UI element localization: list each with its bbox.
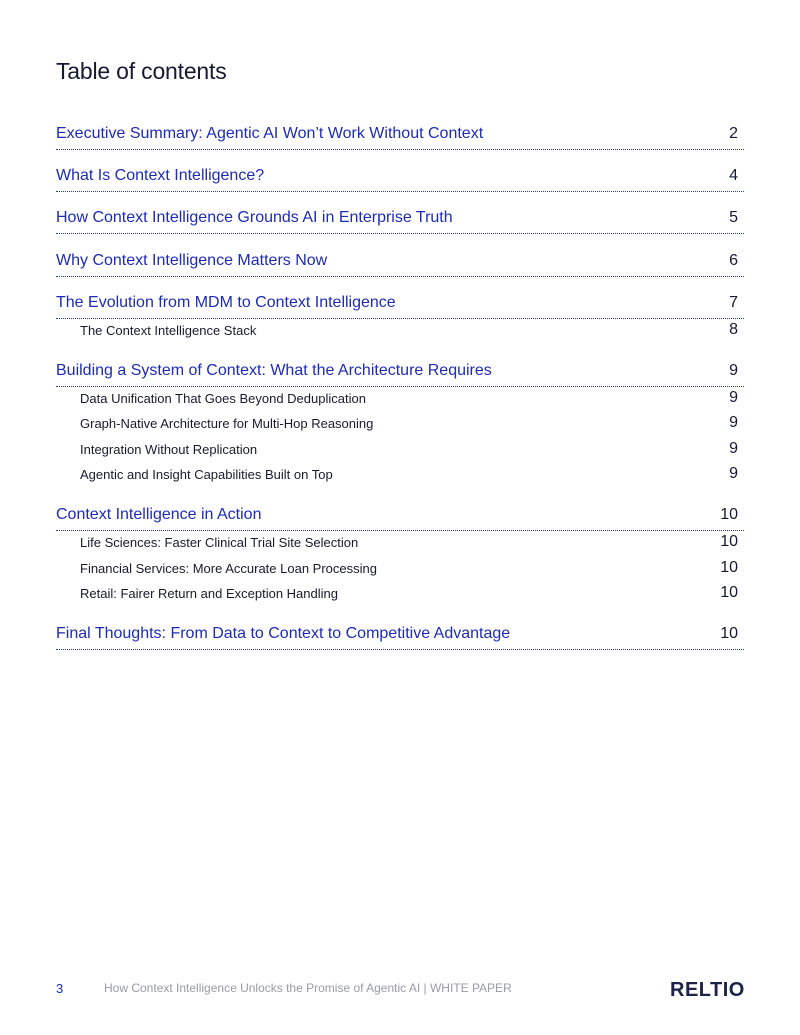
toc-entry-page: 10 bbox=[720, 625, 738, 642]
toc-subentry-agentic-insight[interactable] bbox=[56, 463, 744, 485]
toc-subentry-graph-native[interactable] bbox=[56, 412, 744, 434]
toc-subentry-label: Integration Without Replication bbox=[80, 441, 258, 457]
toc-subentry-retail[interactable] bbox=[56, 582, 744, 604]
toc-entry-page: 9 bbox=[729, 362, 738, 379]
toc-subentry-label: Agentic and Insight Capabilities Built on Top bbox=[80, 466, 333, 482]
toc-entry-evolution-mdm[interactable] bbox=[56, 288, 744, 319]
toc-subentry-life-sciences[interactable] bbox=[56, 531, 744, 553]
toc-entry-page: 5 bbox=[729, 209, 738, 226]
toc-entry-label: The Evolution from MDM to Context Intelligence bbox=[56, 294, 396, 311]
toc-subentry-label: Retail: Fairer Return and Exception Handling bbox=[80, 585, 338, 601]
toc-subentry-label: The Context Intelligence Stack bbox=[80, 322, 257, 338]
toc-subentry-financial-services[interactable] bbox=[56, 557, 744, 579]
toc-subentry-page: 9 bbox=[729, 389, 738, 406]
toc-entry-system-of-context[interactable] bbox=[56, 356, 744, 387]
toc-entry-final-thoughts[interactable] bbox=[56, 619, 744, 650]
toc-subentry-page: 9 bbox=[729, 465, 738, 482]
toc-subentry-page: 9 bbox=[729, 414, 738, 431]
footer-page-number: 3 bbox=[56, 981, 64, 996]
toc-entry-page: 4 bbox=[729, 167, 738, 184]
toc-subentry-page: 10 bbox=[720, 533, 738, 550]
toc-entry-page: 7 bbox=[729, 294, 738, 311]
toc-subentry-page: 10 bbox=[720, 559, 738, 576]
toc-subentry-page: 9 bbox=[729, 440, 738, 457]
toc-subentry-label: Financial Services: More Accurate Loan Processing bbox=[80, 560, 377, 576]
footer-document-title: How Context Intelligence Unlocks the Promise of Agentic AI | WHITE PAPER bbox=[104, 981, 512, 995]
toc-entry-label: Context Intelligence in Action bbox=[56, 506, 262, 523]
toc-subentry-label: Data Unification That Goes Beyond Deduplication bbox=[80, 390, 366, 406]
toc-subentry-label: Graph-Native Architecture for Multi-Hop Reasoning bbox=[80, 415, 374, 431]
toc-subentry-label: Life Sciences: Faster Clinical Trial Site Selection bbox=[80, 534, 359, 550]
toc-entry-label: Building a System of Context: What the Architecture Requires bbox=[56, 362, 492, 379]
toc-entry-label: Why Context Intelligence Matters Now bbox=[56, 252, 328, 269]
page-title: Table of contents bbox=[56, 58, 227, 84]
toc-entry-label: Final Thoughts: From Data to Context to Competitive Advantage bbox=[56, 625, 511, 642]
toc-subentry-integration[interactable] bbox=[56, 438, 744, 460]
toc-entry-label: What Is Context Intelligence? bbox=[56, 167, 265, 184]
toc-entry-grounds-ai[interactable] bbox=[56, 203, 744, 234]
toc-subentry-page: 8 bbox=[729, 321, 738, 338]
toc-entry-label: How Context Intelligence Grounds AI in Enterprise Truth bbox=[56, 209, 453, 226]
toc-entry-label: Executive Summary: Agentic AI Won’t Work Without Context bbox=[56, 125, 484, 142]
toc-subentry-page: 10 bbox=[720, 584, 738, 601]
toc-subentry-data-unification[interactable] bbox=[56, 387, 744, 409]
toc-entry-executive-summary[interactable] bbox=[56, 119, 744, 150]
toc-entry-why-matters-now[interactable] bbox=[56, 246, 744, 277]
toc-entry-what-is-context-intelligence[interactable] bbox=[56, 161, 744, 192]
toc-entry-page: 10 bbox=[720, 506, 738, 523]
toc-entry-in-action[interactable] bbox=[56, 500, 744, 531]
toc-entry-page: 6 bbox=[729, 252, 738, 269]
toc-entry-page: 2 bbox=[729, 125, 738, 142]
reltio-logo: RELTIO bbox=[670, 979, 745, 1001]
toc-subentry-stack[interactable] bbox=[56, 319, 744, 341]
